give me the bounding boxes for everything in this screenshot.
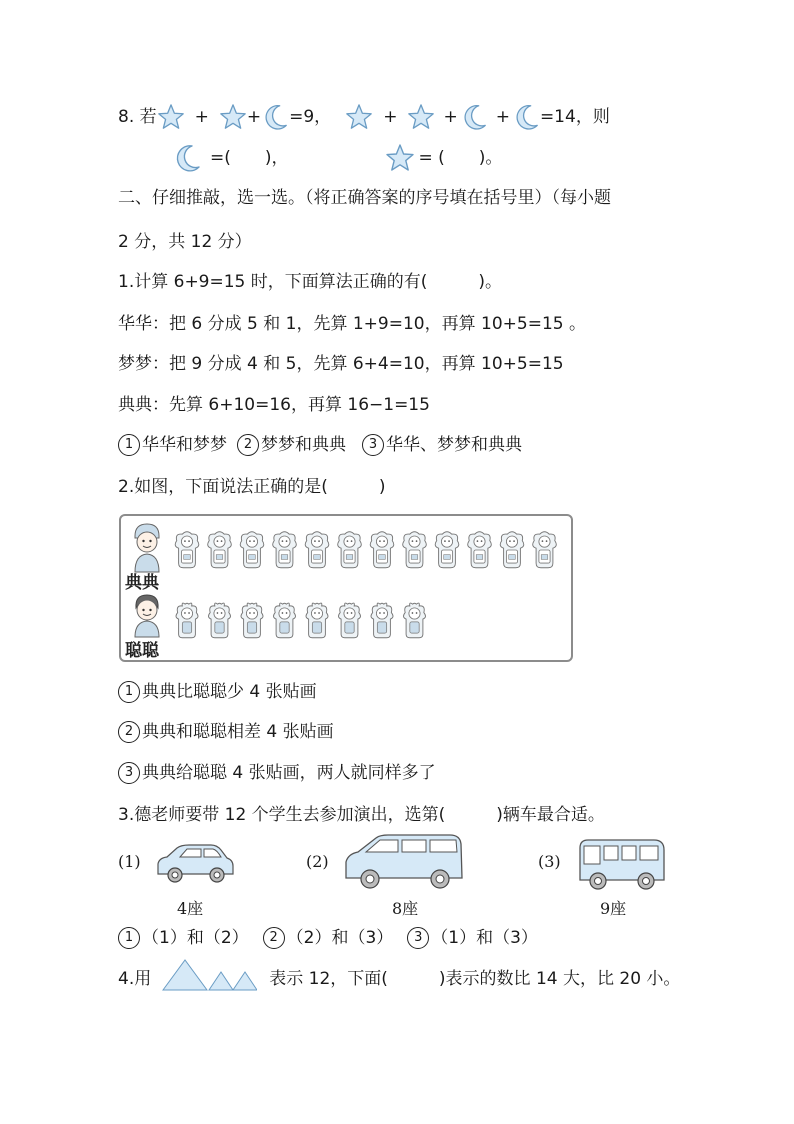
- q1-stem: 1.计算 6+9=15 时，下面算法正确的有( )。: [118, 272, 503, 292]
- sticker-icon: [209, 603, 231, 638]
- q1-option-3[interactable]: 华华、梦梦和典典: [386, 435, 522, 455]
- q3-option-2[interactable]: （2）和（3）: [286, 928, 394, 948]
- plus-sign: +: [495, 107, 510, 127]
- q8-line1: [118, 103, 610, 131]
- bus-icon: [576, 836, 668, 892]
- kid-name-dian: 典典: [125, 573, 159, 593]
- q2-option-2[interactable]: 典典和聪聪相差 4 张贴画: [142, 722, 334, 742]
- kid-name-cong: 聪聪: [125, 641, 159, 661]
- girl-avatar-icon: [129, 592, 165, 638]
- option-number: 3: [362, 434, 384, 456]
- sticker-icon: [533, 532, 557, 568]
- option-number: 1: [118, 681, 140, 703]
- q3-stem: 3.德老师要带 12 个学生去参加演出，选第( )辆车最合适。: [118, 805, 605, 825]
- sticker-icon: [468, 532, 492, 568]
- boy-avatar-icon: [129, 522, 165, 574]
- section-heading-cont: 2 分，共 12 分）: [118, 232, 252, 252]
- q2-option-1[interactable]: 典典比聪聪少 4 张贴画: [142, 682, 317, 702]
- vehicle-tag-1: (1): [118, 852, 141, 871]
- van-icon: [342, 832, 466, 890]
- q8-star-answer[interactable]: = ( )。: [418, 148, 503, 168]
- sticker-icon: [306, 603, 328, 638]
- option-number: 3: [118, 762, 140, 784]
- sticker-icon: [339, 603, 361, 638]
- sticker-icon: [435, 532, 459, 568]
- sticker-icon: [500, 532, 524, 568]
- sticker-icon: [338, 532, 362, 568]
- sticker-icon: [175, 532, 199, 568]
- sticker-icon: [241, 603, 263, 638]
- q2-stem: 2.如图，下面说法正确的是( ): [118, 477, 386, 497]
- plus-sign: +: [246, 107, 262, 127]
- q2-option-row-2: [118, 720, 334, 744]
- sticker-row-cong: [173, 598, 563, 646]
- vehicle-tag-3: (3): [538, 852, 561, 871]
- sticker-icon: [371, 603, 393, 638]
- option-number: 1: [118, 927, 140, 949]
- star-icon: [407, 103, 435, 131]
- sticker-icon: [403, 532, 427, 568]
- q1-option-1[interactable]: 华华和梦梦: [142, 435, 227, 455]
- q1-line-hua: 华华：把 6 分成 5 和 1，先算 1+9=10，再算 10+5=15 。: [118, 314, 586, 334]
- vehicle-tag-2: (2): [306, 852, 329, 871]
- option-number: 2: [263, 927, 285, 949]
- q4-line: [118, 958, 680, 992]
- sticker-icon: [274, 603, 296, 638]
- moon-icon: [261, 103, 289, 131]
- sticker-icon: [370, 532, 394, 568]
- sticker-figure: [119, 514, 573, 662]
- q8-prefix: 8. 若: [118, 107, 157, 127]
- q8-eq2: =14，则: [539, 107, 610, 127]
- vehicle-seats-1: 4座: [177, 899, 204, 918]
- option-number: 2: [118, 721, 140, 743]
- q1-line-meng: 梦梦：把 9 分成 4 和 5，先算 6+4=10，再算 10+5=15: [118, 354, 564, 374]
- plus-sign: +: [194, 107, 209, 127]
- q1-line-dian: 典典：先算 6+10=16，再算 16−1=15: [118, 395, 430, 415]
- q4-prefix: 4.用: [118, 969, 152, 989]
- option-number: 2: [237, 434, 259, 456]
- sticker-icon: [305, 532, 329, 568]
- q2-option-row-1: [118, 680, 317, 704]
- q3-option-1[interactable]: （1）和（2）: [142, 928, 249, 948]
- sticker-icon: [404, 603, 426, 638]
- q8-eq1: =9，: [289, 107, 332, 127]
- sticker-row-dian: [173, 528, 563, 576]
- moon-icon: [460, 103, 488, 131]
- q1-options: [118, 433, 522, 457]
- option-number: 1: [118, 434, 140, 456]
- q3-options: [118, 926, 538, 950]
- plus-sign: +: [443, 107, 458, 127]
- sticker-icon: [208, 532, 232, 568]
- q8-line2: [172, 143, 502, 173]
- star-icon: [345, 103, 373, 131]
- sticker-icon: [273, 532, 297, 568]
- moon-icon: [172, 143, 202, 173]
- moon-icon: [512, 103, 540, 131]
- sticker-icon: [240, 532, 264, 568]
- sticker-icon: [176, 603, 198, 638]
- q2-option-3[interactable]: 典典给聪聪 4 张贴画，两人就同样多了: [142, 763, 436, 783]
- q1-option-2[interactable]: 梦梦和典典: [261, 435, 346, 455]
- car-icon: [155, 838, 235, 886]
- star-icon: [219, 103, 247, 131]
- triangles-icon: [161, 958, 257, 992]
- q4-suffix: 表示 12，下面( )表示的数比 14 大，比 20 小。: [269, 969, 681, 989]
- option-number: 3: [407, 927, 429, 949]
- plus-sign: +: [383, 107, 398, 127]
- star-icon: [157, 103, 185, 131]
- vehicle-seats-3: 9座: [600, 899, 627, 918]
- q3-option-3[interactable]: （1）和（3）: [431, 928, 538, 948]
- q8-moon-answer[interactable]: =( )，: [210, 148, 289, 168]
- q2-option-row-3: [118, 761, 436, 785]
- star-icon: [385, 143, 415, 173]
- section-heading: 二、仔细推敲，选一选。（将正确答案的序号填在括号里）（每小题: [118, 188, 611, 208]
- vehicle-seats-2: 8座: [392, 899, 419, 918]
